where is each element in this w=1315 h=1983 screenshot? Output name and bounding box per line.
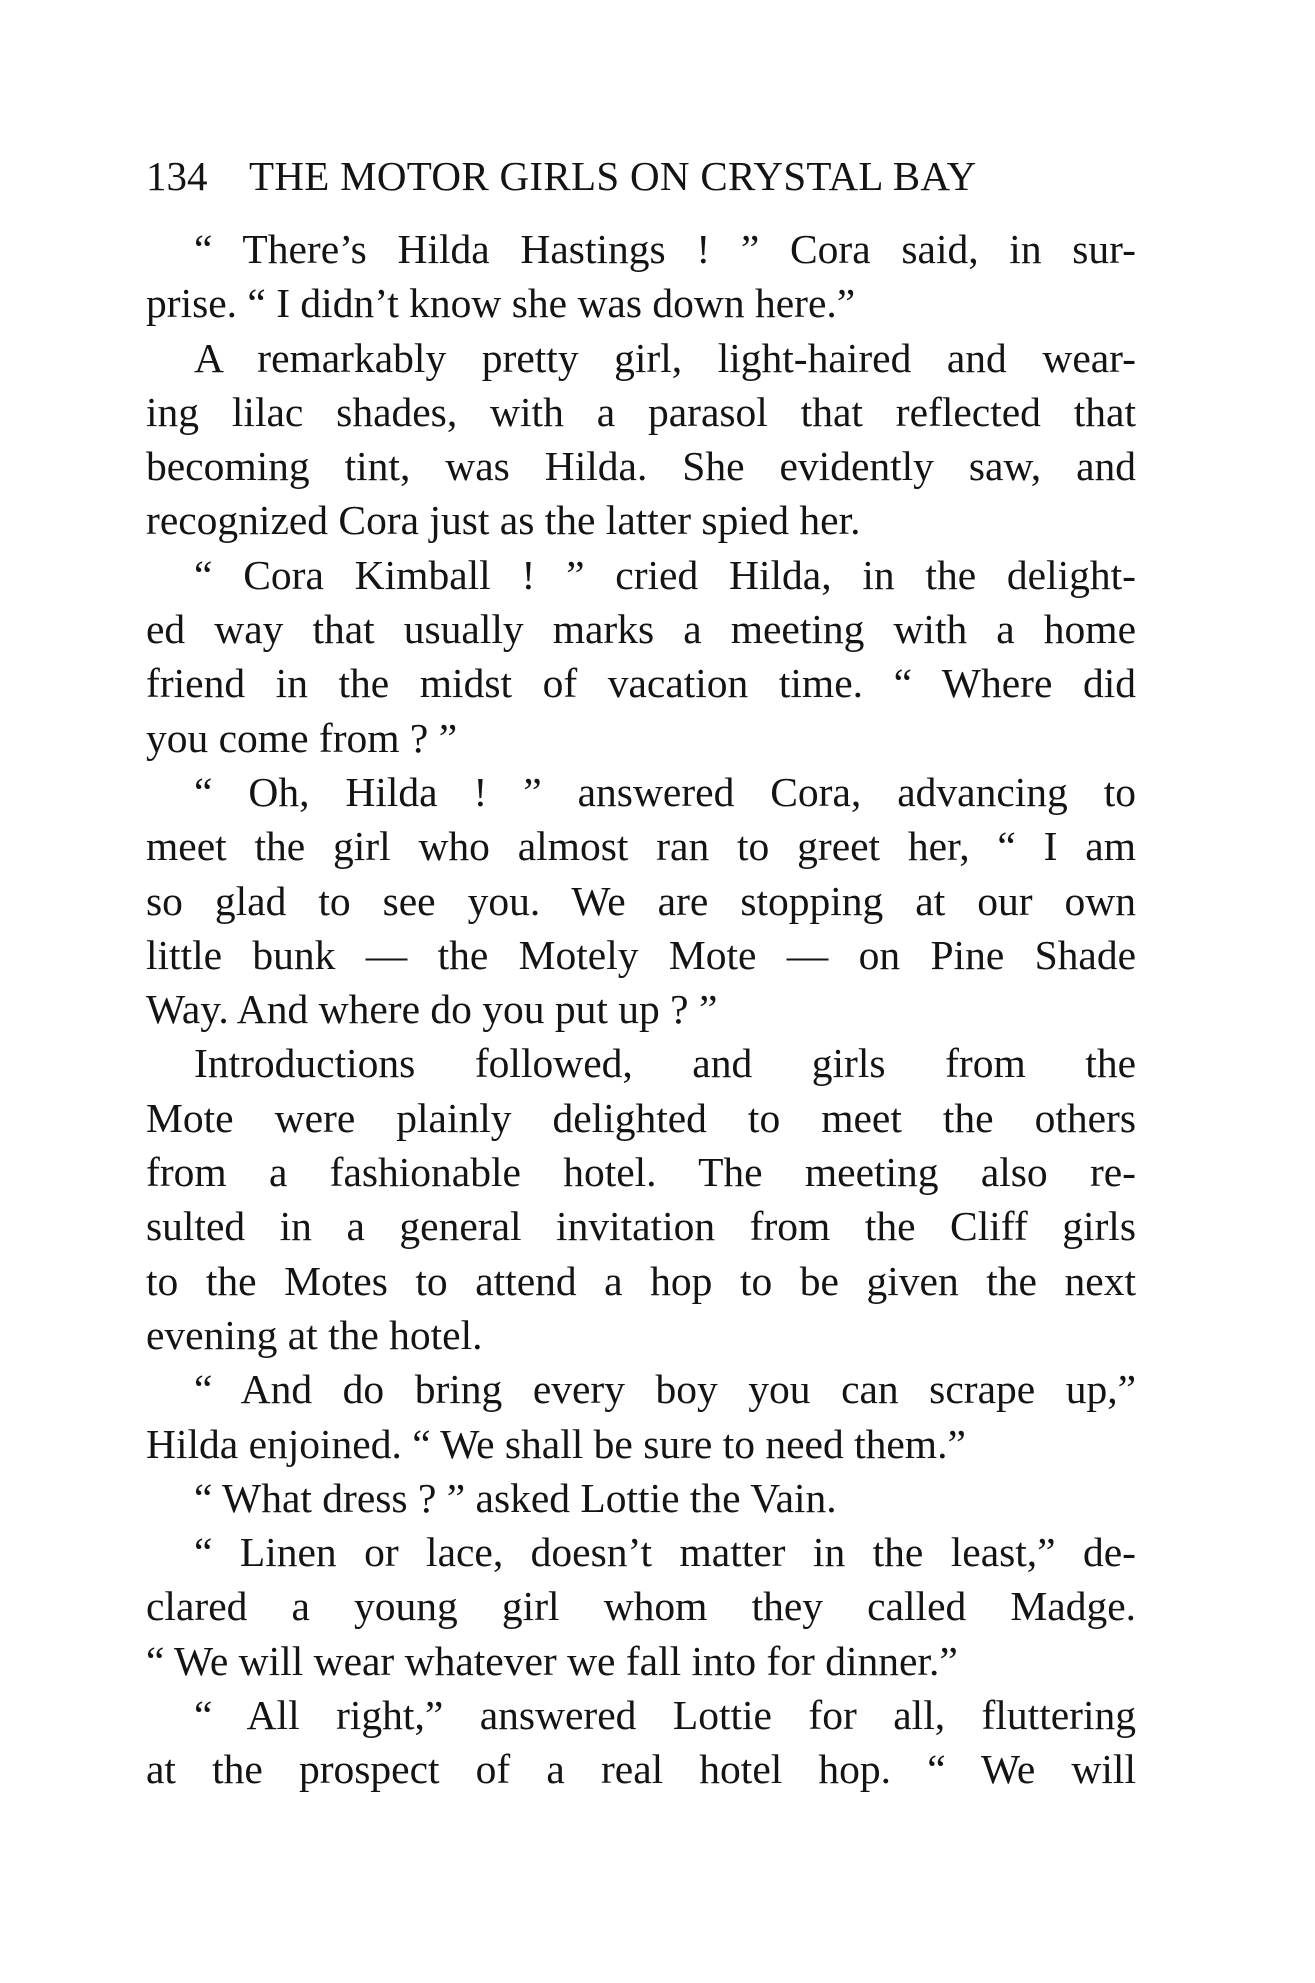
- paragraph: [146, 548, 1136, 765]
- text-line: ing lilac shades, with a parasol that reflected that: [146, 388, 1136, 435]
- text-line: Hilda enjoined. “ We shall be sure to need them.”: [146, 1420, 966, 1467]
- text-line: Mote were plainly delighted to meet the others: [146, 1094, 1136, 1141]
- text-line: recognized Cora just as the latter spied her.: [146, 497, 861, 544]
- text-line: “ We will wear whatever we fall into for dinner.”: [146, 1637, 958, 1684]
- text-line: you come from ? ”: [146, 714, 458, 761]
- text-line: meet the girl who almost ran to greet her, “ I am: [146, 823, 1136, 870]
- paragraph: [146, 1362, 1136, 1471]
- text-line: “ Cora Kimball ! ” cried Hilda, in the delight-: [194, 551, 1136, 598]
- text-line: from a fashionable hotel. The meeting also re-: [146, 1149, 1136, 1196]
- paragraph: [146, 765, 1136, 1036]
- page-number: 134: [146, 153, 208, 199]
- paragraph: [146, 222, 1136, 331]
- text-line: sulted in a general invitation from the Cliff girls: [146, 1203, 1136, 1250]
- text-line: so glad to see you. We are stopping at our own: [146, 877, 1136, 924]
- text-line: “ Oh, Hilda ! ” answered Cora, advancing to: [194, 768, 1136, 815]
- body-text: [146, 222, 1136, 1797]
- text-line: prise. “ I didn’t know she was down here.”: [146, 280, 856, 327]
- text-line: “ There’s Hilda Hastings ! ” Cora said, in sur-: [194, 226, 1136, 272]
- book-title: THE MOTOR GIRLS ON CRYSTAL BAY: [249, 153, 977, 199]
- paragraph: [146, 1036, 1136, 1362]
- text-line: to the Motes to attend a hop to be given the next: [146, 1257, 1136, 1304]
- paragraph: [146, 1688, 1136, 1797]
- text-line: “ Linen or lace, doesn’t matter in the least,” de-: [194, 1529, 1136, 1576]
- text-line: little bunk — the Motely Mote — on Pine Shade: [146, 931, 1136, 978]
- text-line: friend in the midst of vacation time. “ Where did: [146, 660, 1136, 707]
- text-line: evening at the hotel.: [146, 1311, 483, 1358]
- text-line: “ What dress ? ” asked Lottie the Vain.: [194, 1474, 837, 1521]
- text-line: “ All right,” answered Lottie for all, fluttering: [194, 1692, 1136, 1739]
- text-line: “ And do bring every boy you can scrape up,”: [194, 1366, 1136, 1413]
- text-line: A remarkably pretty girl, light-haired and wear-: [194, 334, 1136, 381]
- running-head: [146, 146, 1136, 206]
- text-line: Introductions followed, and girls from the: [194, 1040, 1136, 1087]
- text-line: clared a young girl whom they called Madge.: [146, 1583, 1136, 1630]
- text-line: at the prospect of a real hotel hop. “ We will: [146, 1746, 1136, 1793]
- paragraph: [146, 1525, 1136, 1688]
- text-line: ed way that usually marks a meeting with a home: [146, 606, 1136, 653]
- text-line: Way. And where do you put up ? ”: [146, 986, 718, 1033]
- paragraph: [146, 1471, 1136, 1525]
- text-line: becoming tint, was Hilda. She evidently saw, and: [146, 443, 1136, 490]
- paragraph: [146, 331, 1136, 548]
